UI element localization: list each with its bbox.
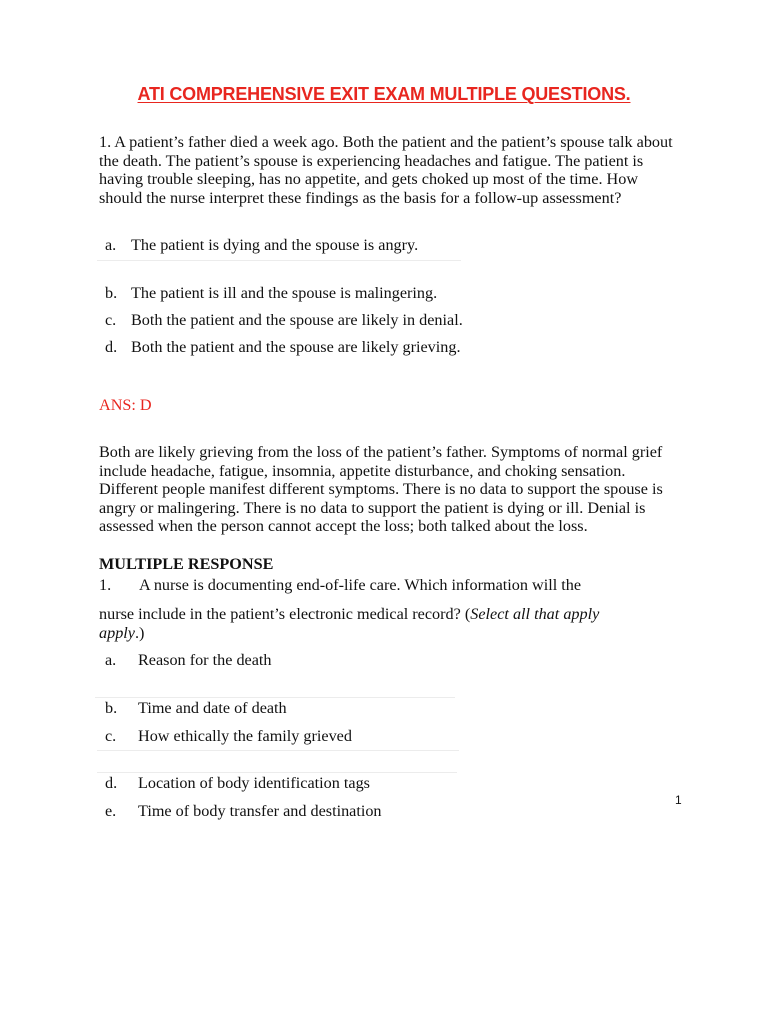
section-2-stem-line-2 — [99, 604, 599, 624]
option-text: The patient is dying and the spouse is angry. — [131, 236, 419, 254]
section-heading: MULTIPLE RESPONSE — [99, 555, 274, 573]
option-letter: b. — [105, 699, 118, 717]
question-1-option-a — [105, 235, 418, 255]
divider — [97, 260, 461, 261]
answer-rationale: Both are likely grieving from the loss of the patient’s father. Symptoms of normal grief include headache, fatigue, insomnia, appetite disturbance, and choking sensation. Different people manifest different symptoms. There is no data to support the spouse is angry or malingering. There is no data to support the patient is dying or ill. Denial is assessed when the person cannot accept the loss; both talked about the loss. — [99, 443, 663, 535]
section-2-stem-line-3 — [99, 623, 144, 643]
option-text: Both the patient and the spouse are likely in denial. — [131, 311, 463, 329]
stem-text: A nurse is documenting end-of-life care. Which information will the — [139, 576, 582, 594]
question-1-stem: 1. A patient’s father died a week ago. Both the patient and the patient’s spouse talk about the death. The patient’s spouse is experiencing headaches and fatigue. The patient is having trouble sleeping, has no appetite, and gets choked up most of the time. How should the nurse interpret these findings as the basis for a follow-up assessment? — [99, 133, 673, 207]
document-title: ATI COMPREHENSIVE EXIT EXAM MULTIPLE QUESTIONS. — [137, 84, 631, 104]
option-text: Both the patient and the spouse are likely grieving. — [131, 338, 461, 356]
option-letter: b. — [105, 284, 118, 302]
answer-label: ANS: D — [99, 396, 152, 414]
option-letter: c. — [105, 311, 117, 329]
stem-text: nurse include in the patient’s electronic medical record? ( — [99, 605, 471, 623]
page-number: 1 — [675, 793, 682, 807]
question-number: 1. — [99, 576, 112, 594]
option-text: How ethically the family grieved — [138, 727, 352, 745]
response-option-a — [105, 650, 272, 670]
option-letter: a. — [105, 236, 117, 254]
option-letter: e. — [105, 802, 117, 820]
section-2-stem-line-1 — [99, 575, 581, 595]
divider — [97, 750, 459, 751]
option-letter: c. — [105, 727, 117, 745]
stem-italic: Select all that apply — [470, 605, 600, 623]
option-letter: d. — [105, 774, 118, 792]
response-option-e — [105, 801, 382, 821]
stem-text: .) — [134, 624, 145, 642]
question-1-option-b — [105, 283, 437, 303]
option-text: The patient is ill and the spouse is malingering. — [131, 284, 438, 302]
response-option-c — [105, 726, 352, 746]
stem-italic: apply — [99, 624, 135, 642]
option-text: Time of body transfer and destination — [138, 802, 382, 820]
option-text: Time and date of death — [138, 699, 287, 717]
response-option-d — [105, 773, 370, 793]
question-1-option-c — [105, 310, 463, 330]
response-option-b — [105, 698, 287, 718]
option-letter: d. — [105, 338, 118, 356]
option-letter: a. — [105, 651, 117, 669]
option-text: Location of body identification tags — [138, 774, 370, 792]
question-1-option-d — [105, 337, 461, 357]
option-text: Reason for the death — [138, 651, 272, 669]
